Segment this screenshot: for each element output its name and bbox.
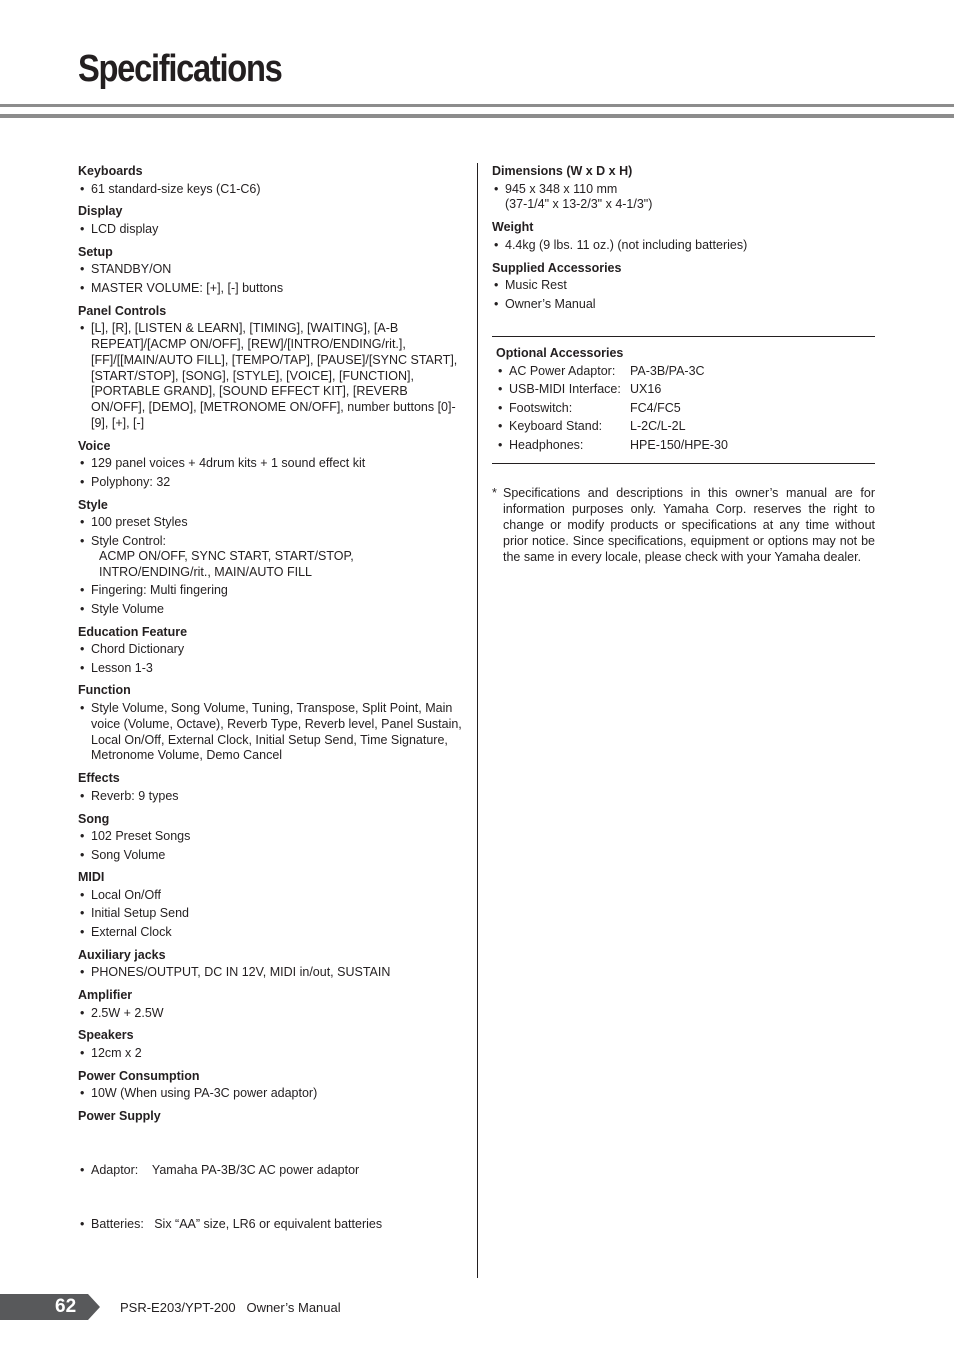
dimensions-metric: 945 x 348 x 110 mm <box>505 181 618 196</box>
header-rule-top <box>0 104 954 107</box>
list-item: • MASTER VOLUME: [+], [-] buttons <box>78 281 463 297</box>
section-function <box>78 682 463 764</box>
section-heading: Amplifier <box>78 987 133 1002</box>
section-heading: Keyboards <box>78 164 143 178</box>
disclaimer-note <box>492 486 875 565</box>
optional-accessories-box <box>492 336 875 464</box>
section-keyboards <box>78 163 463 197</box>
section-heading: Setup <box>78 244 113 259</box>
section-effects <box>78 770 463 804</box>
list-item: • Fingering: Multi fingering <box>78 583 463 599</box>
list-item <box>496 382 871 398</box>
section-heading: Power Consumption <box>78 1068 200 1083</box>
accessory-label: • Headphones: <box>509 437 584 452</box>
section-heading: Song <box>78 811 110 826</box>
section-heading: Function <box>78 683 131 698</box>
accessory-value: L-2C/L-2L <box>630 419 686 434</box>
section-heading: Panel Controls <box>78 303 167 318</box>
column-divider <box>477 163 478 1278</box>
list-item <box>492 182 876 214</box>
list-item: • Owner’s Manual <box>492 297 876 313</box>
list-item: • Song Volume <box>78 848 463 864</box>
list-item: • 2.5W + 2.5W <box>78 1006 463 1022</box>
style-control-line: INTRO/ENDING/rit., MAIN/AUTO FILL <box>99 565 312 580</box>
list-item-style-control <box>78 534 463 581</box>
list-item: • 102 Preset Songs <box>78 829 463 845</box>
page-number: 62 <box>55 1296 77 1317</box>
page-title: Specifications <box>78 48 282 90</box>
section-heading: Effects <box>78 771 120 786</box>
header-rule-bottom <box>0 114 954 118</box>
list-item: • 129 panel voices + 4drum kits + 1 sound effect kit <box>78 456 463 472</box>
list-item: • Local On/Off <box>78 888 463 904</box>
accessory-label: • Footswitch: <box>509 400 573 415</box>
list-item <box>496 419 871 435</box>
section-speakers <box>78 1027 463 1061</box>
section-heading: MIDI <box>78 870 105 885</box>
accessory-label: • Keyboard Stand: <box>509 419 603 434</box>
accessory-value: HPE-150/HPE-30 <box>630 437 728 452</box>
list-item: • STANDBY/ON <box>78 262 463 278</box>
section-heading: Power Supply <box>78 1109 161 1124</box>
accessory-value: UX16 <box>630 382 662 397</box>
list-item: • 61 standard-size keys (C1-C6) <box>78 182 463 198</box>
list-item: • 100 preset Styles <box>78 515 463 531</box>
style-control-line: ACMP ON/OFF, SYNC START, START/STOP, <box>99 549 354 564</box>
section-power-consumption <box>78 1068 463 1102</box>
manual-name: PSR-E203/YPT-200 Owner’s Manual <box>120 1300 341 1315</box>
note-marker: * <box>492 486 497 501</box>
list-item: • Adaptor: Yamaha PA-3B/3C AC power adaptor <box>78 1163 463 1179</box>
list-item: • External Clock <box>78 925 463 941</box>
list-item: • LCD display <box>78 222 463 238</box>
page-number-tab <box>0 1294 100 1320</box>
section-panel-controls <box>78 303 463 432</box>
section-heading: Weight <box>492 220 534 235</box>
dimensions-imperial: (37-1/4" x 13-2/3" x 4-1/3") <box>505 197 653 212</box>
list-item: • Reverb: 9 types <box>78 789 463 805</box>
list-item: • 12cm x 2 <box>78 1046 463 1062</box>
list-item: • 10W (When using PA-3C power adaptor) <box>78 1086 463 1102</box>
section-voice <box>78 438 463 491</box>
list-item: • Batteries: Six “AA” size, LR6 or equivalent batteries <box>78 1217 463 1233</box>
section-style <box>78 497 463 618</box>
section-dimensions <box>492 163 876 213</box>
accessory-value: FC4/FC5 <box>630 400 681 415</box>
list-item: • Initial Setup Send <box>78 906 463 922</box>
section-display <box>78 203 463 237</box>
section-heading: Dimensions (W x D x H) <box>492 164 633 178</box>
accessory-value: PA-3B/PA-3C <box>630 363 705 378</box>
section-heading: Voice <box>78 438 111 453</box>
section-heading: Optional Accessories <box>496 346 624 361</box>
list-item: • Lesson 1-3 <box>78 661 463 677</box>
list-item <box>496 364 871 380</box>
accessory-label: • USB-MIDI Interface: <box>509 382 621 397</box>
section-heading: Supplied Accessories <box>492 260 622 275</box>
section-amplifier <box>78 987 463 1021</box>
list-item: • 4.4kg (9 lbs. 11 oz.) (not including batteries) <box>492 238 876 254</box>
section-power-supply <box>78 1108 463 1269</box>
section-heading: Education Feature <box>78 624 188 639</box>
note-text: Specifications and descriptions in this owner’s manual are for information purposes only. Yamaha Corp. reserves the right to change or modify products or specifications at any time without prior notice. Since specifications, equipment or options may not be the same in every locale, please check with your Yamaha dealer. <box>503 486 875 564</box>
accessory-label: • AC Power Adaptor: <box>509 363 616 378</box>
list-item: • Polyphony: 32 <box>78 475 463 491</box>
section-heading: Speakers <box>78 1028 134 1043</box>
list-item: • Music Rest <box>492 278 876 294</box>
section-education-feature <box>78 624 463 677</box>
style-control-label: Style Control: <box>91 533 167 548</box>
section-heading: Auxiliary jacks <box>78 947 166 962</box>
left-column <box>78 163 463 1275</box>
list-item <box>496 438 871 454</box>
list-item: • Style Volume <box>78 602 463 618</box>
list-item: • Chord Dictionary <box>78 642 463 658</box>
section-heading: Display <box>78 204 123 219</box>
section-heading: Style <box>78 497 108 512</box>
section-weight <box>492 219 876 253</box>
right-column <box>492 163 876 565</box>
list-item: • Style Volume, Song Volume, Tuning, Transpose, Split Point, Main voice (Volume, Octave), Reverb Type, Reverb level, Panel Sustain, Local On/Off, External Clock, Initial Setup Send, Time Signature, Metronome Volume, Demo Cancel <box>78 701 463 764</box>
section-supplied-accessories <box>492 260 876 313</box>
section-auxiliary-jacks <box>78 947 463 981</box>
list-item <box>496 401 871 417</box>
section-setup <box>78 244 463 297</box>
section-midi <box>78 869 463 940</box>
list-item: • PHONES/OUTPUT, DC IN 12V, MIDI in/out, SUSTAIN <box>78 965 463 981</box>
list-item: • [L], [R], [LISTEN & LEARN], [TIMING], [WAITING], [A-B REPEAT]/[ACMP ON/OFF], [REW]/[INTRO/ENDING/rit.], [FF]/[[MAIN/AUTO FILL], [TEMPO/TAP], [PAUSE]/[SYNC START], [START/STOP], [SONG], [STYLE], [VOICE], [FUNCTION], [PORTABLE GRAND], [SOUND EFFECT KIT], [REVERB ON/OFF], [DEMO], [METRONOME ON/OFF], number buttons [0]-[9], [+], [-] <box>78 321 463 432</box>
section-song <box>78 811 463 864</box>
